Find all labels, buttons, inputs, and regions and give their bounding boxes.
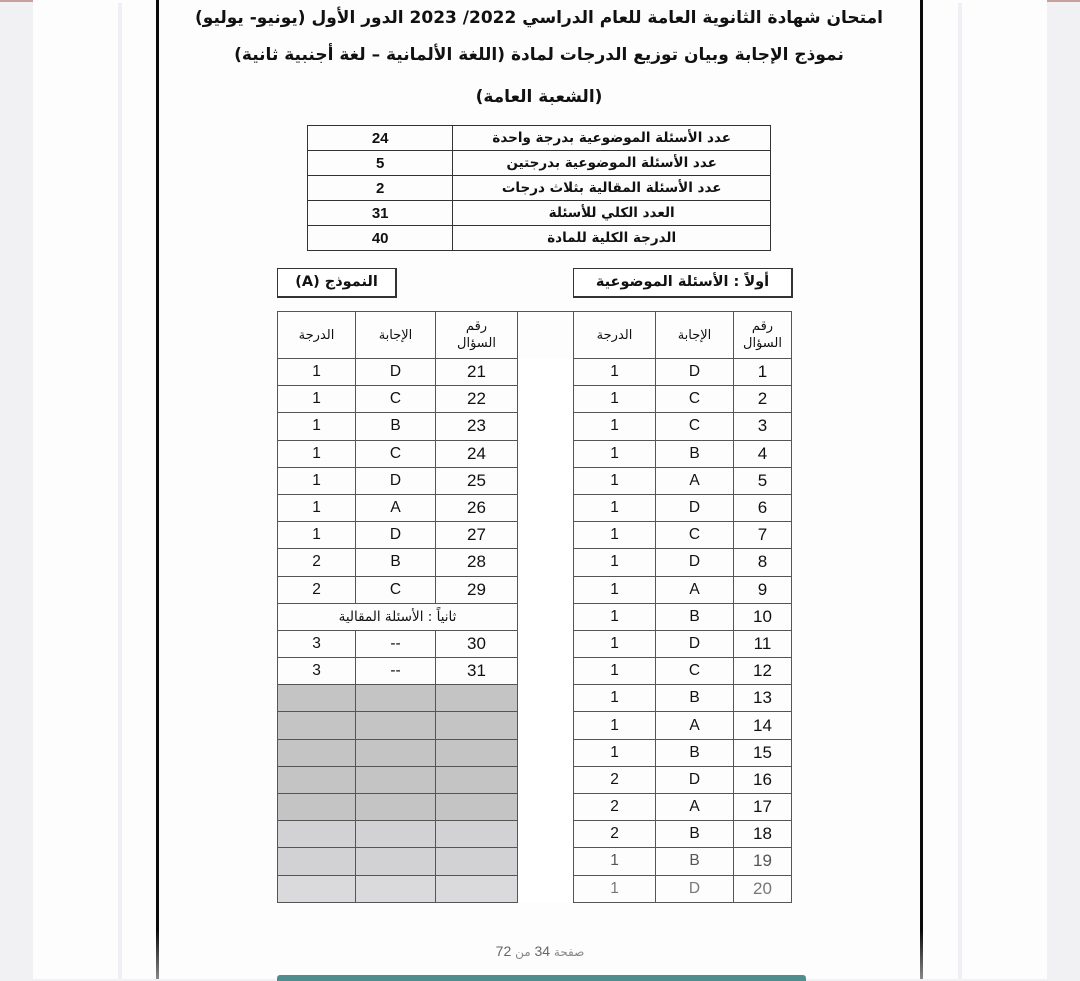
question-number-cell: 17 xyxy=(734,794,792,821)
empty-shaded-cell xyxy=(436,766,518,793)
table-row xyxy=(278,386,792,413)
page-prefix: صفحة xyxy=(553,945,585,959)
summary-value: 31 xyxy=(308,201,453,226)
question-number-cell: 2 xyxy=(734,386,792,413)
gap-cell xyxy=(518,766,574,793)
empty-shaded-cell xyxy=(436,848,518,875)
gap-cell xyxy=(518,685,574,712)
question-number-cell: 6 xyxy=(734,494,792,521)
answer-cell: B xyxy=(656,685,734,712)
empty-shaded-cell xyxy=(278,712,356,739)
current-page: 34 xyxy=(534,943,551,959)
table-row xyxy=(278,712,792,739)
table-row xyxy=(278,359,792,386)
empty-shaded-cell xyxy=(356,712,436,739)
grade-cell: 3 xyxy=(278,630,356,657)
header-line: السؤال xyxy=(457,336,496,351)
page-of: من xyxy=(515,945,531,959)
grade-cell: 2 xyxy=(574,821,656,848)
grade-cell: 1 xyxy=(574,739,656,766)
header-line: رقم xyxy=(751,319,774,334)
question-number-cell: 24 xyxy=(436,440,518,467)
answer-cell: A xyxy=(656,467,734,494)
essay-section-label: ثانياً : الأسئلة المقالية xyxy=(278,603,518,630)
panel-guide-line xyxy=(958,3,962,979)
table-row xyxy=(278,685,792,712)
total-pages: 72 xyxy=(495,943,512,959)
summary-label: عدد الأسئلة الموضوعية بدرجتين xyxy=(453,151,771,176)
answer-key-table xyxy=(277,311,792,903)
grade-cell: 1 xyxy=(574,630,656,657)
grade-cell: 1 xyxy=(278,359,356,386)
grade-cell: 1 xyxy=(278,522,356,549)
grade-cell: 1 xyxy=(574,576,656,603)
answer-cell: D xyxy=(656,630,734,657)
question-number-cell: 16 xyxy=(734,766,792,793)
empty-shaded-cell xyxy=(278,794,356,821)
question-number-cell: 14 xyxy=(734,712,792,739)
table-row xyxy=(278,549,792,576)
answer-cell: D xyxy=(656,766,734,793)
gap-cell xyxy=(518,359,574,386)
summary-row xyxy=(308,126,771,151)
header-line: السؤال xyxy=(743,336,782,351)
grade-cell: 1 xyxy=(574,359,656,386)
header-answer: الإجابة xyxy=(356,312,436,359)
objective-section-label: أولاً : الأسئلة الموضوعية xyxy=(573,268,793,298)
grade-cell: 3 xyxy=(278,658,356,685)
empty-shaded-cell xyxy=(436,685,518,712)
table-row xyxy=(278,522,792,549)
grade-cell: 1 xyxy=(574,712,656,739)
gap-cell xyxy=(518,603,574,630)
answer-cell: D xyxy=(356,467,436,494)
empty-shaded-cell xyxy=(356,875,436,902)
answer-cell: D xyxy=(356,522,436,549)
bottom-action-bar[interactable] xyxy=(277,975,806,981)
table-row xyxy=(278,875,792,902)
gap-cell xyxy=(518,658,574,685)
empty-shaded-cell xyxy=(356,848,436,875)
summary-row xyxy=(308,201,771,226)
question-number-cell: 31 xyxy=(436,658,518,685)
header-line: رقم xyxy=(465,319,488,334)
summary-row xyxy=(308,226,771,251)
grade-cell: 1 xyxy=(278,467,356,494)
grade-cell: 1 xyxy=(278,413,356,440)
gap-cell xyxy=(518,440,574,467)
answer-cell: A xyxy=(356,494,436,521)
answer-cell: B xyxy=(656,848,734,875)
summary-value: 5 xyxy=(308,151,453,176)
table-header-row xyxy=(278,312,792,359)
gap-cell xyxy=(518,875,574,902)
question-number-cell: 5 xyxy=(734,467,792,494)
answer-cell: -- xyxy=(356,658,436,685)
answer-cell: D xyxy=(356,359,436,386)
question-number-cell: 20 xyxy=(734,875,792,902)
empty-shaded-cell xyxy=(356,794,436,821)
empty-shaded-cell xyxy=(278,821,356,848)
grade-cell: 1 xyxy=(574,685,656,712)
panel-guide-line xyxy=(118,3,122,979)
answer-cell: B xyxy=(356,413,436,440)
table-row xyxy=(278,494,792,521)
page-left-edge xyxy=(156,930,159,979)
answer-cell: C xyxy=(656,658,734,685)
summary-value: 2 xyxy=(308,176,453,201)
gap-cell xyxy=(518,522,574,549)
table-row xyxy=(278,630,792,657)
header-answer: الإجابة xyxy=(656,312,734,359)
grade-cell: 1 xyxy=(574,494,656,521)
answer-cell: C xyxy=(656,386,734,413)
grade-cell: 2 xyxy=(574,794,656,821)
empty-shaded-cell xyxy=(278,875,356,902)
gap-cell xyxy=(518,848,574,875)
question-number-cell: 28 xyxy=(436,549,518,576)
gap-cell xyxy=(518,576,574,603)
question-number-cell: 8 xyxy=(734,549,792,576)
grade-cell: 1 xyxy=(574,522,656,549)
page-left-edge xyxy=(156,0,159,930)
gap-cell xyxy=(518,494,574,521)
exam-title: امتحان شهادة الثانوية العامة للعام الدراسي 2022/ 2023 الدور الأول (يونيو- يوليو) xyxy=(195,8,883,28)
header-question-number xyxy=(436,312,518,359)
header-question-number xyxy=(734,312,792,359)
answer-cell: D xyxy=(656,359,734,386)
grade-cell: 2 xyxy=(278,576,356,603)
summary-label: عدد الأسئلة الموضوعية بدرجة واحدة xyxy=(453,126,771,151)
summary-row xyxy=(308,176,771,201)
answer-cell: D xyxy=(656,494,734,521)
question-number-cell: 18 xyxy=(734,821,792,848)
answer-cell: C xyxy=(356,440,436,467)
empty-shaded-cell xyxy=(356,685,436,712)
table-row xyxy=(278,467,792,494)
table-row xyxy=(278,766,792,793)
summary-label: العدد الكلي للأسئلة xyxy=(453,201,771,226)
summary-label: الدرجة الكلية للمادة xyxy=(453,226,771,251)
gap-cell xyxy=(518,467,574,494)
answer-cell: B xyxy=(656,440,734,467)
question-number-cell: 11 xyxy=(734,630,792,657)
question-number-cell: 3 xyxy=(734,413,792,440)
table-row xyxy=(278,413,792,440)
summary-label: عدد الأسئلة المقالية بثلاث درجات xyxy=(453,176,771,201)
gap-cell xyxy=(518,413,574,440)
answer-cell: C xyxy=(656,522,734,549)
grade-cell: 1 xyxy=(574,549,656,576)
grade-cell: 1 xyxy=(574,467,656,494)
answer-key-title: نموذج الإجابة وبيان توزيع الدرجات لمادة (اللغة الألمانية – لغة أجنبية ثانية) xyxy=(234,45,844,65)
grade-cell: 1 xyxy=(574,440,656,467)
empty-shaded-cell xyxy=(278,766,356,793)
answer-cell: D xyxy=(656,549,734,576)
answer-cell: C xyxy=(656,413,734,440)
table-row xyxy=(278,576,792,603)
table-row xyxy=(278,658,792,685)
question-number-cell: 12 xyxy=(734,658,792,685)
gap-cell xyxy=(518,549,574,576)
question-number-cell: 19 xyxy=(734,848,792,875)
table-row xyxy=(278,794,792,821)
grade-cell: 1 xyxy=(574,848,656,875)
header-grade: الدرجة xyxy=(574,312,656,359)
question-number-cell: 4 xyxy=(734,440,792,467)
branch-title: (الشعبة العامة) xyxy=(475,87,603,107)
empty-shaded-cell xyxy=(278,739,356,766)
question-number-cell: 9 xyxy=(734,576,792,603)
question-number-cell: 26 xyxy=(436,494,518,521)
page-right-edge xyxy=(920,930,923,979)
question-number-cell: 25 xyxy=(436,467,518,494)
table-row xyxy=(278,848,792,875)
empty-shaded-cell xyxy=(436,712,518,739)
answer-cell: B xyxy=(356,549,436,576)
answer-cell: A xyxy=(656,576,734,603)
question-number-cell: 29 xyxy=(436,576,518,603)
table-row xyxy=(278,440,792,467)
table-row xyxy=(278,603,792,630)
page-right-edge xyxy=(920,0,923,930)
question-number-cell: 30 xyxy=(436,630,518,657)
summary-value: 24 xyxy=(308,126,453,151)
gap-cell xyxy=(518,630,574,657)
question-number-cell: 27 xyxy=(436,522,518,549)
table-row xyxy=(278,821,792,848)
answer-cell: -- xyxy=(356,630,436,657)
grade-cell: 1 xyxy=(574,658,656,685)
question-number-cell: 15 xyxy=(734,739,792,766)
question-number-cell: 23 xyxy=(436,413,518,440)
table-row xyxy=(278,739,792,766)
question-number-cell: 7 xyxy=(734,522,792,549)
gap-cell xyxy=(518,386,574,413)
answer-cell: D xyxy=(656,875,734,902)
grade-cell: 1 xyxy=(574,603,656,630)
empty-shaded-cell xyxy=(436,739,518,766)
grade-cell: 1 xyxy=(574,386,656,413)
answer-cell: B xyxy=(656,603,734,630)
model-label: النموذج (A) xyxy=(277,268,397,298)
question-number-cell: 21 xyxy=(436,359,518,386)
answer-cell: A xyxy=(656,794,734,821)
grade-cell: 2 xyxy=(278,549,356,576)
answer-cell: C xyxy=(356,386,436,413)
grade-cell: 2 xyxy=(574,766,656,793)
empty-shaded-cell xyxy=(356,739,436,766)
grade-cell: 1 xyxy=(278,386,356,413)
empty-shaded-cell xyxy=(436,794,518,821)
grade-cell: 1 xyxy=(278,440,356,467)
gap-column xyxy=(518,312,574,359)
header-grade: الدرجة xyxy=(278,312,356,359)
grade-cell: 1 xyxy=(574,875,656,902)
question-number-cell: 22 xyxy=(436,386,518,413)
empty-shaded-cell xyxy=(278,848,356,875)
answer-cell: B xyxy=(656,821,734,848)
empty-shaded-cell xyxy=(278,685,356,712)
question-number-cell: 10 xyxy=(734,603,792,630)
question-number-cell: 1 xyxy=(734,359,792,386)
answer-cell: B xyxy=(656,739,734,766)
grade-cell: 1 xyxy=(278,494,356,521)
empty-shaded-cell xyxy=(436,875,518,902)
gap-cell xyxy=(518,794,574,821)
answer-cell: C xyxy=(356,576,436,603)
question-number-cell: 13 xyxy=(734,685,792,712)
grade-cell: 1 xyxy=(574,413,656,440)
empty-shaded-cell xyxy=(356,821,436,848)
summary-row xyxy=(308,151,771,176)
gap-cell xyxy=(518,712,574,739)
page-indicator xyxy=(440,943,640,959)
answer-cell: A xyxy=(656,712,734,739)
summary-value: 40 xyxy=(308,226,453,251)
gap-cell xyxy=(518,821,574,848)
gap-cell xyxy=(518,739,574,766)
empty-shaded-cell xyxy=(436,821,518,848)
summary-table xyxy=(307,125,771,251)
empty-shaded-cell xyxy=(356,766,436,793)
